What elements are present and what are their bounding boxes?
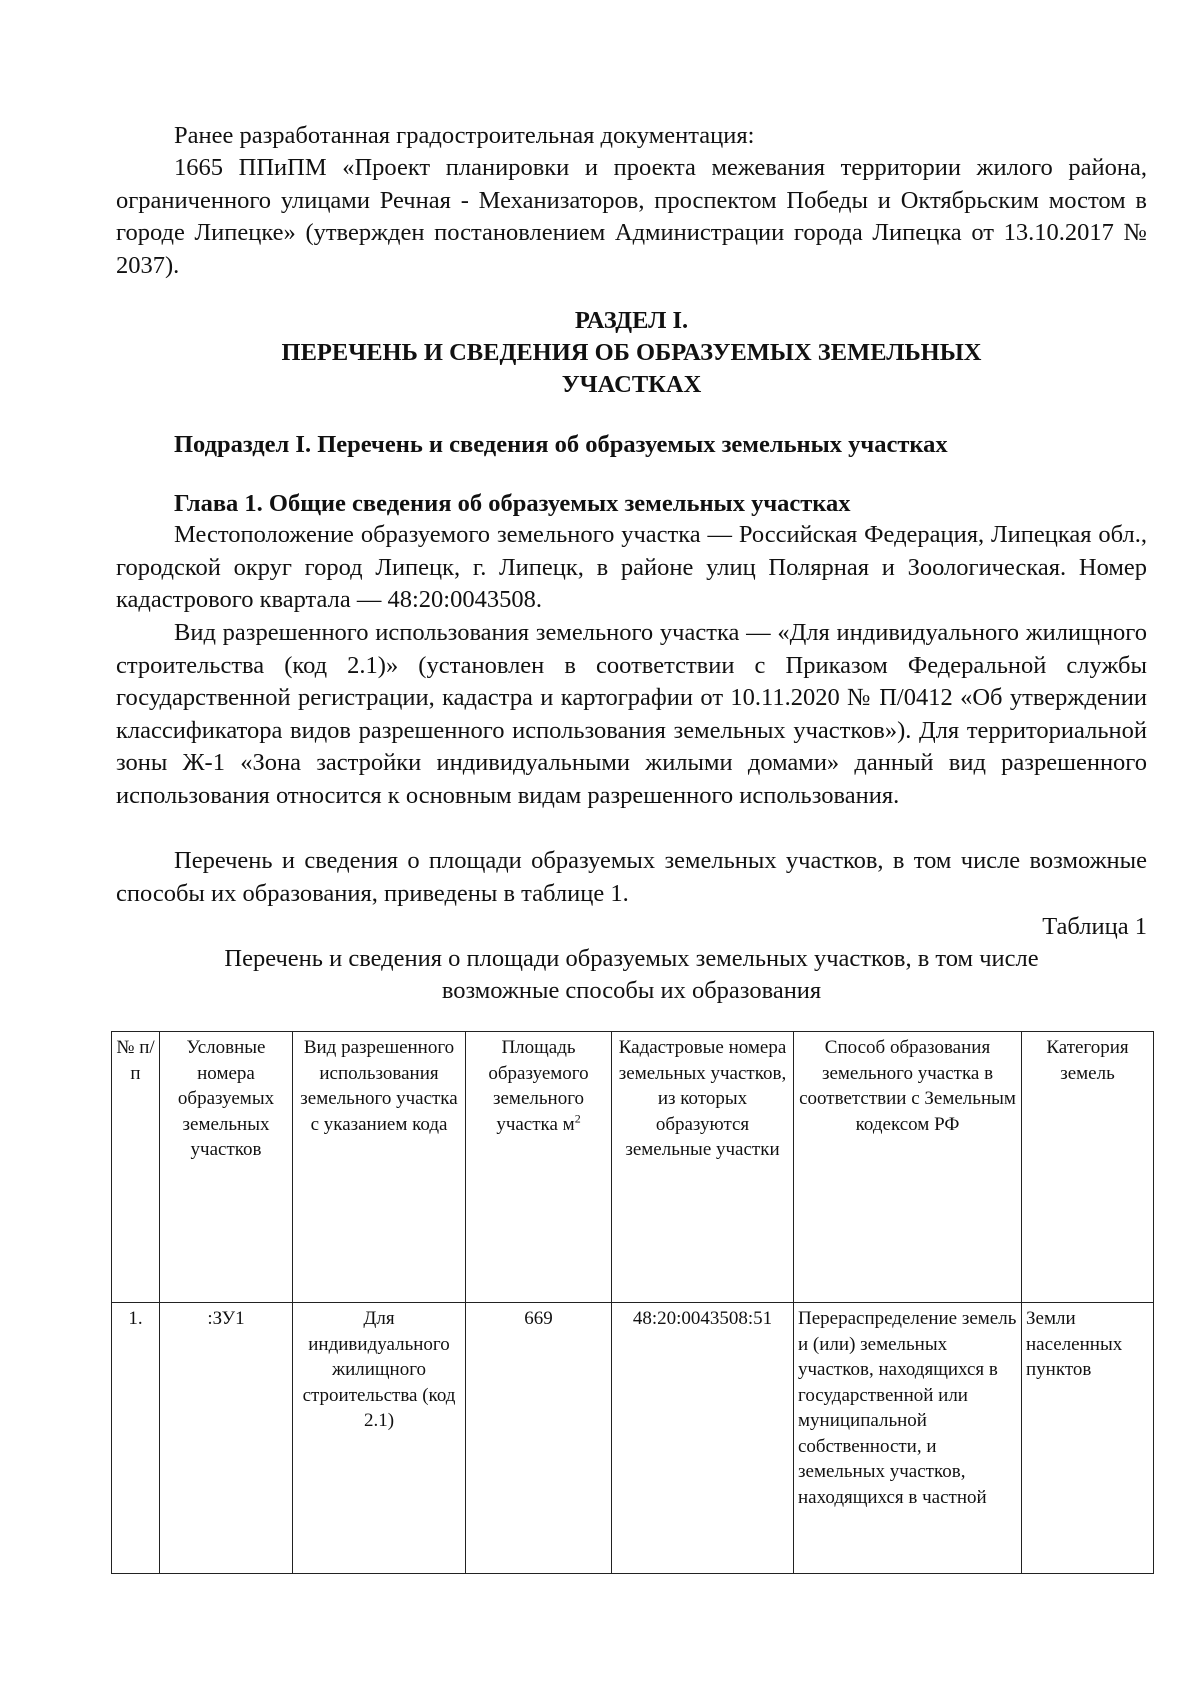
header-num: № п/п bbox=[112, 1032, 160, 1303]
table-caption-line2: возможные способы их образования bbox=[441, 977, 822, 1004]
cell-land-category: Земли населенных пунктов bbox=[1022, 1303, 1154, 1574]
header-conditional-numbers: Условные номера образуемых земельных участков bbox=[160, 1032, 293, 1303]
table-row bbox=[112, 1303, 1154, 1574]
location-paragraph: Местоположение образуемого земельного участка — Российская Федерация, Липецкая обл., городской округ город Липецк, г. Липецк, в районе улиц Полярная и Зоологическая. Номер кадастрового квартала — 48:20:0043508. bbox=[116, 521, 1147, 613]
intro-line: Ранее разработанная градостроительная документация: bbox=[174, 122, 755, 149]
header-permitted-use-text: Вид разрешенного использования земельного участка bbox=[300, 1037, 458, 1109]
header-permitted-use bbox=[293, 1032, 466, 1303]
header-area-superscript: 2 bbox=[574, 1111, 581, 1126]
intro-paragraph: 1665 ППиПМ «Проект планировки и проекта межевания территории жилого района, ограниченного улицами Речная - Механизаторов, проспектом Победы и Октябрьским мостом в городе Липецке» (утвержден постановлением Администрации города Липецка от 13.10.2017 № 2037). bbox=[116, 154, 1147, 279]
chapter-title: Глава 1. Общие сведения об образуемых земельных участках bbox=[174, 490, 851, 517]
header-formation-method: Способ образования земельного участка в соответствии с Земельным кодексом РФ bbox=[794, 1032, 1022, 1303]
header-permitted-use-code: с указанием кода bbox=[310, 1113, 448, 1135]
header-area-text: Площадь образуемого земельного участка м bbox=[488, 1037, 589, 1135]
use-paragraph: Вид разрешенного использования земельного участка — «Для индивидуального жилищного строительства (код 2.1)» (установлен в соответствии с Приказом Федеральной службы государственной регистрации, кадастра и картографии от 10.11.2020 № П/0412 «Об утверждении классификатора видов разрешенного использования земельных участков»). Для территориальной зоны Ж-1 «Зона застройки индивидуальными жилыми домами» данный вид разрешенного использования относится к основным видам разрешенного использования. bbox=[116, 619, 1147, 809]
parcels-table bbox=[111, 1031, 1154, 1574]
cell-formation-method: Перераспределение земель и (или) земельных участков, находящихся в государственной или муниципальной собственности, и земельных участков, находящихся в частной bbox=[794, 1303, 1022, 1574]
cell-conditional-number: :ЗУ1 bbox=[160, 1303, 293, 1574]
cell-permitted-use: Для индивидуального жилищного строительства (код 2.1) bbox=[293, 1303, 466, 1574]
table-header-row bbox=[112, 1032, 1154, 1303]
list-paragraph: Перечень и сведения о площади образуемых земельных участков, в том числе возможные способы их образования, приведены в таблице 1. bbox=[116, 847, 1147, 907]
header-area bbox=[466, 1032, 612, 1303]
section-title-line2: ПЕРЕЧЕНЬ И СВЕДЕНИЯ ОБ ОБРАЗУЕМЫХ ЗЕМЕЛЬНЫХ bbox=[281, 339, 982, 366]
section-title-line3: УЧАСТКАХ bbox=[561, 371, 702, 398]
section-title-line1: РАЗДЕЛ I. bbox=[574, 307, 689, 334]
header-land-category: Категория земель bbox=[1022, 1032, 1154, 1303]
subsection-title: Подраздел I. Перечень и сведения об образуемых земельных участках bbox=[174, 431, 948, 458]
header-cadastral-numbers: Кадастровые номера земельных участков, из которых образуются земельные участки bbox=[612, 1032, 794, 1303]
cell-cadastral-number: 48:20:0043508:51 bbox=[612, 1303, 794, 1574]
table-number: Таблица 1 bbox=[1042, 913, 1147, 940]
cell-num: 1. bbox=[112, 1303, 160, 1574]
cell-area: 669 bbox=[466, 1303, 612, 1574]
table-caption-line1: Перечень и сведения о площади образуемых земельных участков, в том числе bbox=[224, 945, 1039, 972]
